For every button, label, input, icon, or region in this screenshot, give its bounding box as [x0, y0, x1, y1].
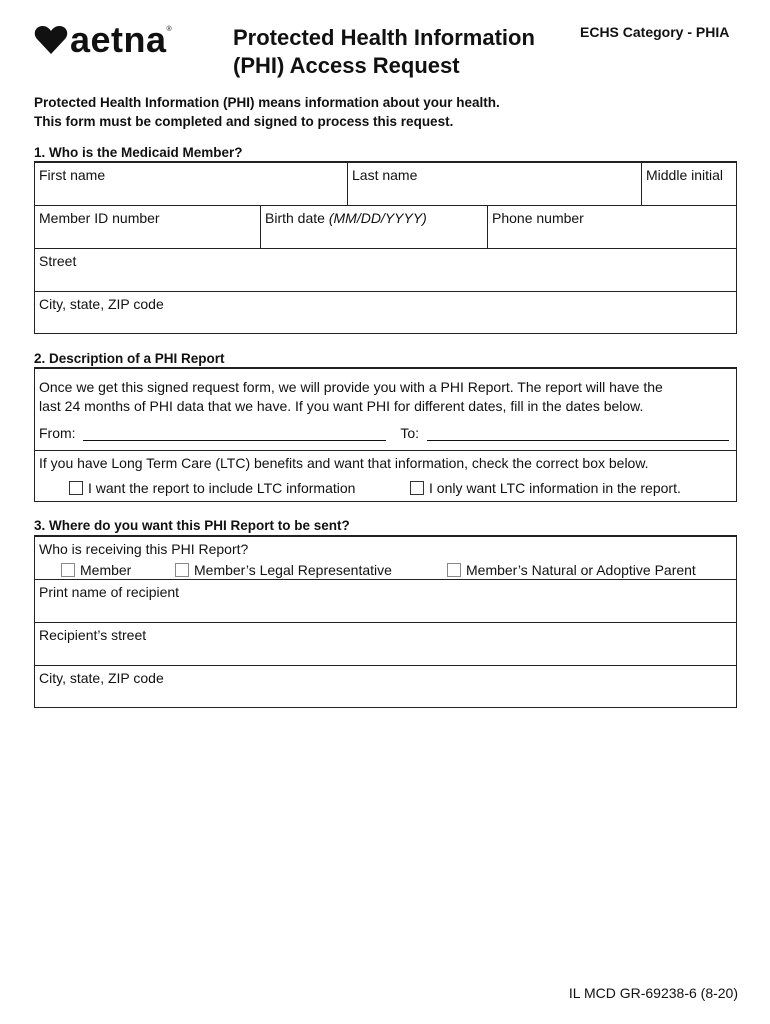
- phone-number-field[interactable]: [488, 206, 738, 248]
- member-id-field[interactable]: [35, 206, 260, 248]
- last-name-label: Last name: [352, 167, 418, 183]
- birth-date-field[interactable]: [261, 206, 487, 248]
- first-name-field[interactable]: [35, 163, 347, 205]
- recipient-city-state-zip-field[interactable]: [35, 666, 738, 708]
- intro-line2: This form must be completed and signed to process this request.: [34, 114, 454, 129]
- recipient-member-option[interactable]: [57, 558, 177, 582]
- recipient-table: [34, 535, 737, 708]
- phi-report-box: [34, 367, 737, 502]
- aetna-logo: [34, 19, 172, 60]
- section2-heading: 2. Description of a PHI Report: [34, 351, 225, 366]
- last-name-field[interactable]: [348, 163, 641, 205]
- ltc-only-option[interactable]: [406, 476, 736, 500]
- recipient-city-state-zip-label: City, state, ZIP code: [39, 670, 164, 686]
- legal-rep-checkbox[interactable]: [175, 563, 189, 577]
- section1-heading: 1. Who is the Medicaid Member?: [34, 145, 243, 160]
- city-state-zip-label: City, state, ZIP code: [39, 296, 164, 312]
- form-title-line2: (PHI) Access Request: [233, 53, 460, 78]
- recipient-name-label: Print name of recipient: [39, 584, 180, 600]
- logo-wordmark: aetna: [70, 19, 167, 60]
- ltc-only-checkbox[interactable]: [410, 481, 424, 495]
- birth-date-label: Birth date: [265, 210, 325, 226]
- to-date-input[interactable]: [427, 426, 729, 441]
- registered-mark: ®: [166, 26, 172, 33]
- ltc-only-label: I only want LTC information in the report.: [429, 480, 681, 496]
- report-description: [35, 374, 735, 420]
- to-label: To:: [400, 425, 420, 441]
- member-option-label: Member: [80, 562, 132, 578]
- parent-option-label: Member’s Natural or Adoptive Parent: [466, 562, 696, 578]
- form-number: IL MCD GR-69238-6 (8-20): [568, 985, 738, 1001]
- ltc-text: If you have Long Term Care (LTC) benefits and want that information, check the correct box below.: [39, 455, 649, 471]
- member-checkbox[interactable]: [61, 563, 75, 577]
- intro-line1: Protected Health Information (PHI) means information about your health.: [34, 95, 500, 110]
- recipient-legal-rep-option[interactable]: [171, 558, 461, 582]
- recipient-street-field[interactable]: [35, 623, 738, 665]
- birth-date-format: (MM/DD/YYYY): [328, 210, 427, 226]
- recipient-street-label: Recipient’s street: [39, 627, 147, 643]
- first-name-label: First name: [39, 167, 106, 183]
- report-desc-line1: Once we get this signed request form, we will provide you with a PHI Report. The report will have the: [39, 379, 663, 395]
- recipient-name-field[interactable]: [35, 580, 738, 622]
- street-label: Street: [39, 253, 77, 269]
- intro-text: [34, 93, 500, 131]
- ltc-include-option[interactable]: [65, 476, 395, 500]
- heart-icon: [34, 25, 68, 55]
- date-range-row: [35, 421, 735, 445]
- ltc-include-checkbox[interactable]: [69, 481, 83, 495]
- from-date-input[interactable]: [83, 426, 386, 441]
- form-title: [233, 24, 563, 80]
- parent-checkbox[interactable]: [447, 563, 461, 577]
- section3-heading: 3. Where do you want this PHI Report to be sent?: [34, 518, 350, 533]
- member-info-table: [34, 161, 737, 334]
- recipient-parent-option[interactable]: [443, 558, 735, 582]
- street-field[interactable]: [35, 249, 738, 291]
- middle-initial-label: Middle initial: [646, 167, 724, 183]
- form-title-line1: Protected Health Information: [233, 25, 535, 50]
- phone-number-label: Phone number: [492, 210, 584, 226]
- legal-rep-option-label: Member’s Legal Representative: [194, 562, 392, 578]
- from-label: From:: [39, 425, 76, 441]
- member-id-label: Member ID number: [39, 210, 160, 226]
- ltc-include-label: I want the report to include LTC information: [88, 480, 356, 496]
- category-label: ECHS Category - PHIA: [580, 24, 730, 40]
- middle-initial-field[interactable]: [642, 163, 738, 205]
- city-state-zip-field[interactable]: [35, 292, 738, 334]
- who-receiving-label: Who is receiving this PHI Report?: [39, 541, 249, 557]
- report-desc-line2: last 24 months of PHI data that we have. If you want PHI for different dates, fill in the dates below.: [39, 398, 644, 414]
